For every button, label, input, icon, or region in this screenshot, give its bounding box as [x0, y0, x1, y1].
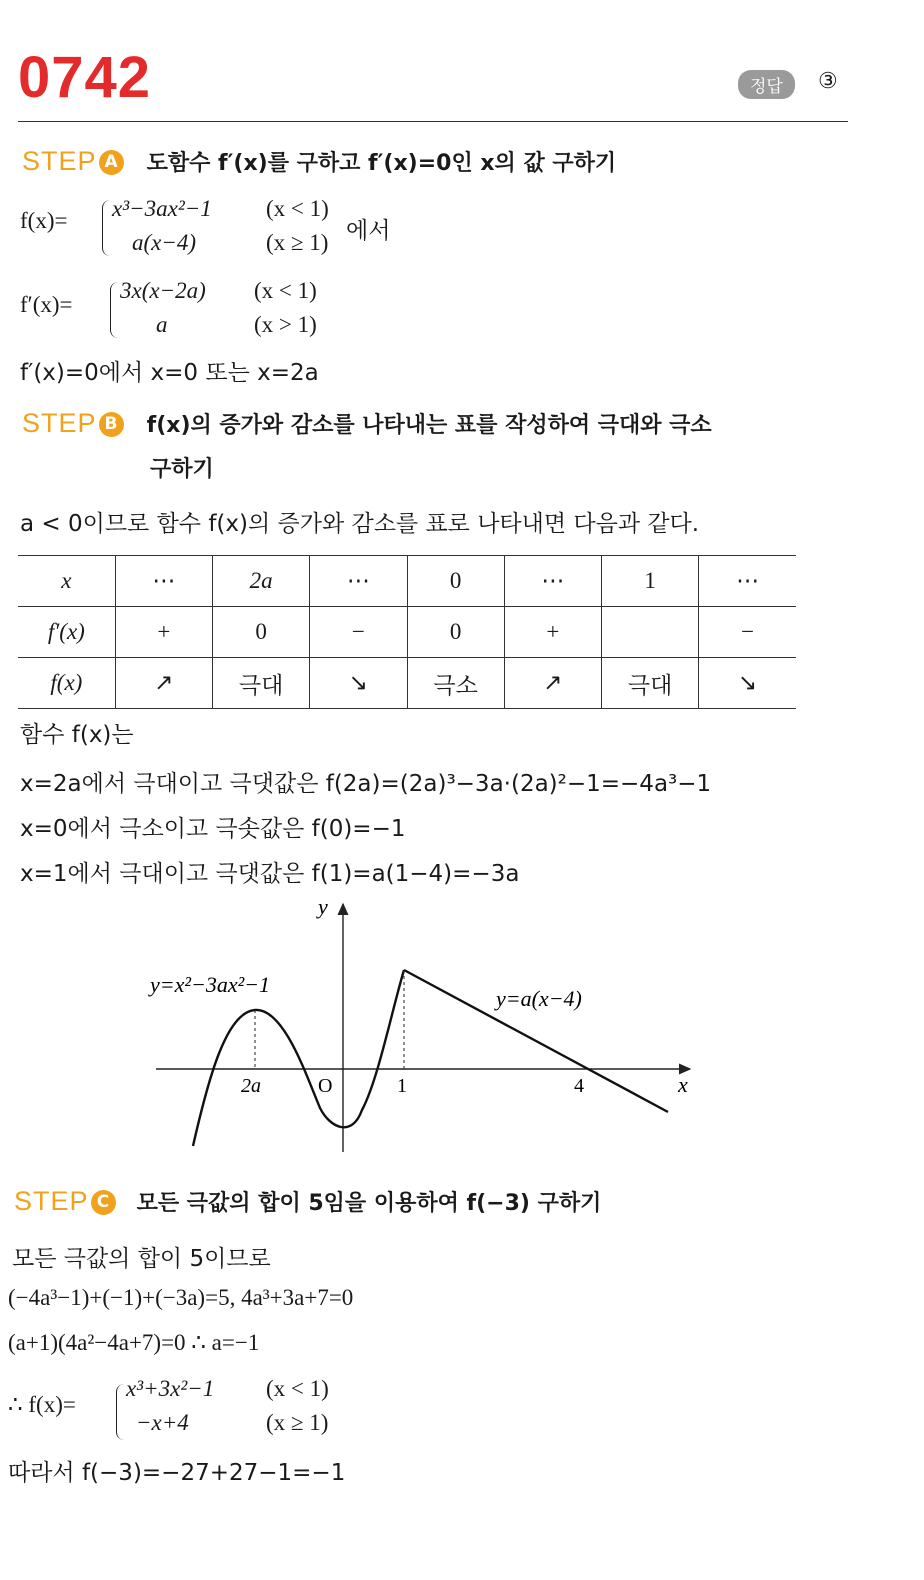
table-cell: 0 [407, 556, 504, 607]
curve1-label: y=x²−3ax²−1 [150, 972, 271, 997]
f-case1-expr: x³−3ax²−1 [112, 196, 212, 221]
step-a-badge: A [99, 150, 124, 175]
f-case1-cond: (x < 1) [266, 196, 329, 221]
fprime-brace [110, 282, 119, 338]
table-cell: ⋯ [310, 556, 407, 607]
f-case2-cond: (x ≥ 1) [266, 230, 329, 255]
table-cell: 극대 [602, 658, 699, 709]
stepc-line3: (a+1)(4a²−4a+7)=0 ∴ a=−1 [8, 1330, 260, 1355]
step-b-heading [22, 408, 712, 439]
table-cell: 2a [213, 556, 310, 607]
f-definition-suffix: 에서 [346, 218, 391, 244]
table-cell: f′(x) [18, 607, 115, 658]
fprime-case1-cond: (x < 1) [254, 278, 317, 303]
function-graph [0, 890, 924, 1160]
answer-value: ③ [818, 68, 838, 93]
table-cell: + [115, 607, 212, 658]
roots-line: f′(x)=0에서 x=0 또는 x=2a [20, 360, 319, 386]
stepc-f-case1-expr: x³+3x²−1 [126, 1376, 215, 1401]
header-divider [18, 121, 848, 122]
step-c-heading [14, 1186, 601, 1217]
final-answer-line: 따라서 f(−3)=−27+27−1=−1 [8, 1460, 346, 1486]
stepc-f-case1-cond: (x < 1) [266, 1376, 329, 1401]
table-cell: ⋯ [504, 556, 601, 607]
stepb-line: x=2a에서 극대이고 극댓값은 f(2a)=(2a)³−3a·(2a)²−1=−4a³−1 [20, 771, 712, 797]
table-cell: ↗ [115, 658, 212, 709]
x-axis-label: x [678, 1072, 688, 1097]
table-cell: ↘ [310, 658, 407, 709]
table-row [18, 607, 796, 658]
step-b-badge: B [99, 412, 124, 437]
step-b-title-line1: f(x)의 증가와 감소를 나타내는 표를 작성하여 극대와 극소 [146, 413, 712, 438]
step-b-tag: STEP [22, 408, 97, 438]
step-b-title-line2: 구하기 [150, 457, 214, 482]
f-definition-brace [102, 200, 111, 256]
y-axis-label: y [318, 894, 328, 919]
table-cell: ⋯ [699, 556, 796, 607]
table-row [18, 658, 796, 709]
fprime-case2-cond: (x > 1) [254, 312, 317, 337]
fprime-case1-expr: 3x(x−2a) [120, 278, 206, 303]
table-intro: a < 0이므로 함수 f(x)의 증가와 감소를 표로 나타내면 다음과 같다. [20, 511, 700, 537]
increase-decrease-table [18, 555, 796, 709]
step-a-title: 도함수 f′(x)를 구하고 f′(x)=0인 x의 값 구하기 [146, 151, 617, 176]
table-cell: 1 [602, 556, 699, 607]
step-a-tag: STEP [22, 146, 97, 176]
table-cell: + [504, 607, 601, 658]
table-cell: x [18, 556, 115, 607]
table-cell: f(x) [18, 658, 115, 709]
fprime-lhs: f′(x)= [20, 292, 73, 317]
fprime-case2-expr: a [156, 312, 168, 337]
stepc-line2: (−4a³−1)+(−1)+(−3a)=5, 4a³+3a+7=0 [8, 1285, 354, 1310]
table-cell [602, 607, 699, 658]
stepc-f-case2-expr: −x+4 [136, 1410, 189, 1435]
step-a-heading [22, 146, 616, 177]
table-cell: 극대 [213, 658, 310, 709]
stepc-f-lhs: ∴ f(x)= [8, 1392, 76, 1417]
table-cell: − [310, 607, 407, 658]
table-cell: 0 [213, 607, 310, 658]
table-cell: 0 [407, 607, 504, 658]
f-definition-lhs: f(x)= [20, 208, 68, 233]
table-cell: ↘ [699, 658, 796, 709]
stepc-f-brace [116, 1384, 125, 1440]
stepb-line: 함수 f(x)는 [20, 722, 134, 748]
step-c-badge: C [91, 1190, 116, 1215]
origin-label: O [318, 1075, 333, 1097]
tick-label-4: 4 [574, 1075, 584, 1097]
stepb-line: x=1에서 극대이고 극댓값은 f(1)=a(1−4)=−3a [20, 861, 520, 887]
f-case2-expr: a(x−4) [132, 230, 197, 255]
table-cell: 극소 [407, 658, 504, 709]
curve2-label: y=a(x−4) [496, 986, 582, 1011]
tick-label-2a: 2a [241, 1075, 261, 1097]
problem-number: 0742 [18, 45, 152, 110]
stepc-line1: 모든 극값의 합이 5이므로 [12, 1246, 271, 1272]
tick-label-1: 1 [397, 1075, 407, 1097]
answer-badge: 정답 [738, 70, 795, 99]
table-cell: ↗ [504, 658, 601, 709]
table-cell: ⋯ [115, 556, 212, 607]
stepc-f-case2-cond: (x ≥ 1) [266, 1410, 329, 1435]
table-cell: − [699, 607, 796, 658]
table-row [18, 556, 796, 607]
step-c-tag: STEP [14, 1186, 89, 1216]
step-c-title: 모든 극값의 합이 5임을 이용하여 f(−3) 구하기 [136, 1191, 602, 1216]
stepb-line: x=0에서 극소이고 극솟값은 f(0)=−1 [20, 816, 406, 842]
